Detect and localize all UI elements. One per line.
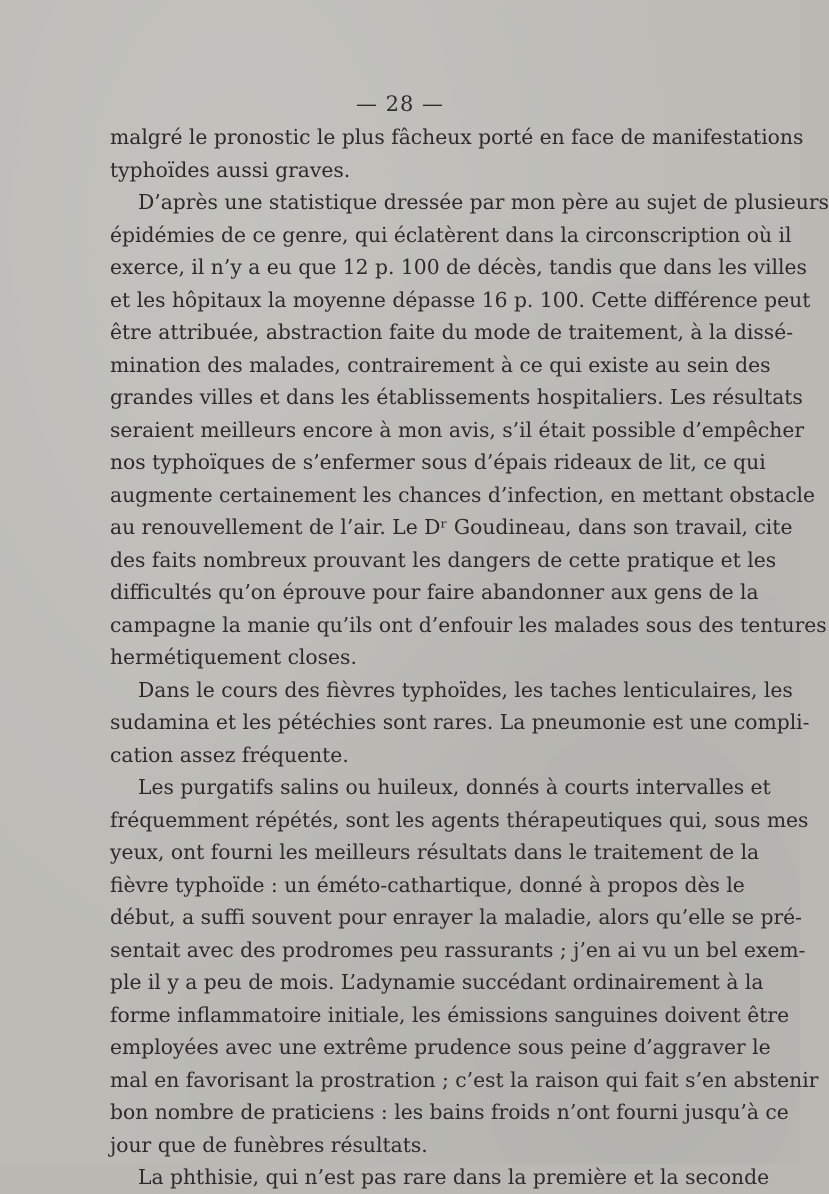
text-line: typhoïdes aussi graves.: [110, 157, 351, 182]
text-line: employées avec une extrême prudence sous peine d’aggraver le: [110, 1035, 771, 1059]
text-line: nos typhoïques de s’enfermer sous d’épais rideaux de lit, ce qui: [110, 450, 766, 474]
text-line: sudamina et les pétéchies sont rares. La pneumonie est une compli-: [110, 710, 810, 734]
text-line: augmente certainement les chances d’infection, en mettant obstacle: [110, 482, 816, 507]
text-line: Dans le cours des fièvres typhoïdes, les taches lenticulaires, les: [138, 677, 793, 702]
text-line: seraient meilleurs encore à mon avis, s’il était possible d’empêcher: [110, 417, 805, 442]
text-line: cation assez fréquente.: [110, 742, 349, 767]
text-line: Les purgatifs salins ou huileux, donnés à courts intervalles et: [138, 775, 771, 799]
text-line: début, a suffi souvent pour enrayer la maladie, alors qu’elle se pré-: [110, 905, 803, 929]
text-line: sentait avec des prodromes peu rassurants ; j’en ai vu un bel exem-: [110, 937, 806, 962]
text-line: yeux, ont fourni les meilleurs résultats dans le traitement de la: [110, 840, 760, 864]
text-line: campagne la manie qu’ils ont d’enfouir les malades sous des tentures: [110, 612, 827, 637]
text-line: difficultés qu’on éprouve pour faire abandonner aux gens de la: [110, 580, 759, 604]
text-line: fréquemment répétés, sont les agents thérapeutiques qui, sous mes: [110, 807, 809, 832]
text-line: exerce, il n’y a eu que 12 p. 100 de décès, tandis que dans les villes: [110, 255, 807, 279]
text-line: épidémies de ce genre, qui éclatèrent dans la circonscription où il: [110, 222, 792, 247]
text-line: La phthisie, qui n’est pas rare dans la première et la seconde: [138, 1165, 770, 1189]
text-line: fièvre typhoïde : un éméto-cathartique, donné à propos dès le: [110, 872, 745, 897]
paragraph: [110, 674, 810, 772]
text-line: des faits nombreux prouvant les dangers de cette pratique et les: [110, 547, 777, 572]
text-line: jour que de funèbres résultats.: [110, 1132, 428, 1157]
text-line: et les hôpitaux la moyenne dépasse 16 p. 100. Cette différence peut: [110, 287, 811, 312]
text-line: forme inflammatoire initiale, les émissions sanguines doivent être: [110, 1002, 790, 1027]
text-line: malgré le pronostic le plus fâcheux porté en face de manifestations: [110, 125, 804, 149]
page-number: — 28 —: [355, 92, 445, 116]
text-line: ple il y a peu de mois. L’adynamie succédant ordinairement à la: [110, 970, 764, 994]
body-text: [110, 121, 829, 1194]
text-line: bon nombre de praticiens : les bains froids n’ont fourni jusqu’à ce: [110, 1100, 789, 1124]
text-line: mal en favorisant la prostration ; c’est la raison qui fait s’en abstenir: [110, 1067, 819, 1092]
paragraph: [110, 186, 829, 674]
text-line: au renouvellement de l’air. Le Dʳ Goudineau, dans son travail, cite: [110, 515, 793, 539]
text-line: mination des malades, contrairement à ce qui existe au sein des: [110, 352, 771, 377]
text-line: D’après une statistique dressée par mon père au sujet de plusieurs: [138, 190, 829, 214]
text-line: être attribuée, abstraction faite du mode de traitement, à la dissé-: [110, 320, 794, 344]
text-line: hermétiquement closes.: [110, 645, 357, 669]
paragraph: [110, 771, 819, 1161]
text-line: grandes villes et dans les établissements hospitaliers. Les résultats: [110, 385, 803, 409]
paragraph: [110, 1161, 770, 1194]
paragraph: [110, 121, 804, 186]
